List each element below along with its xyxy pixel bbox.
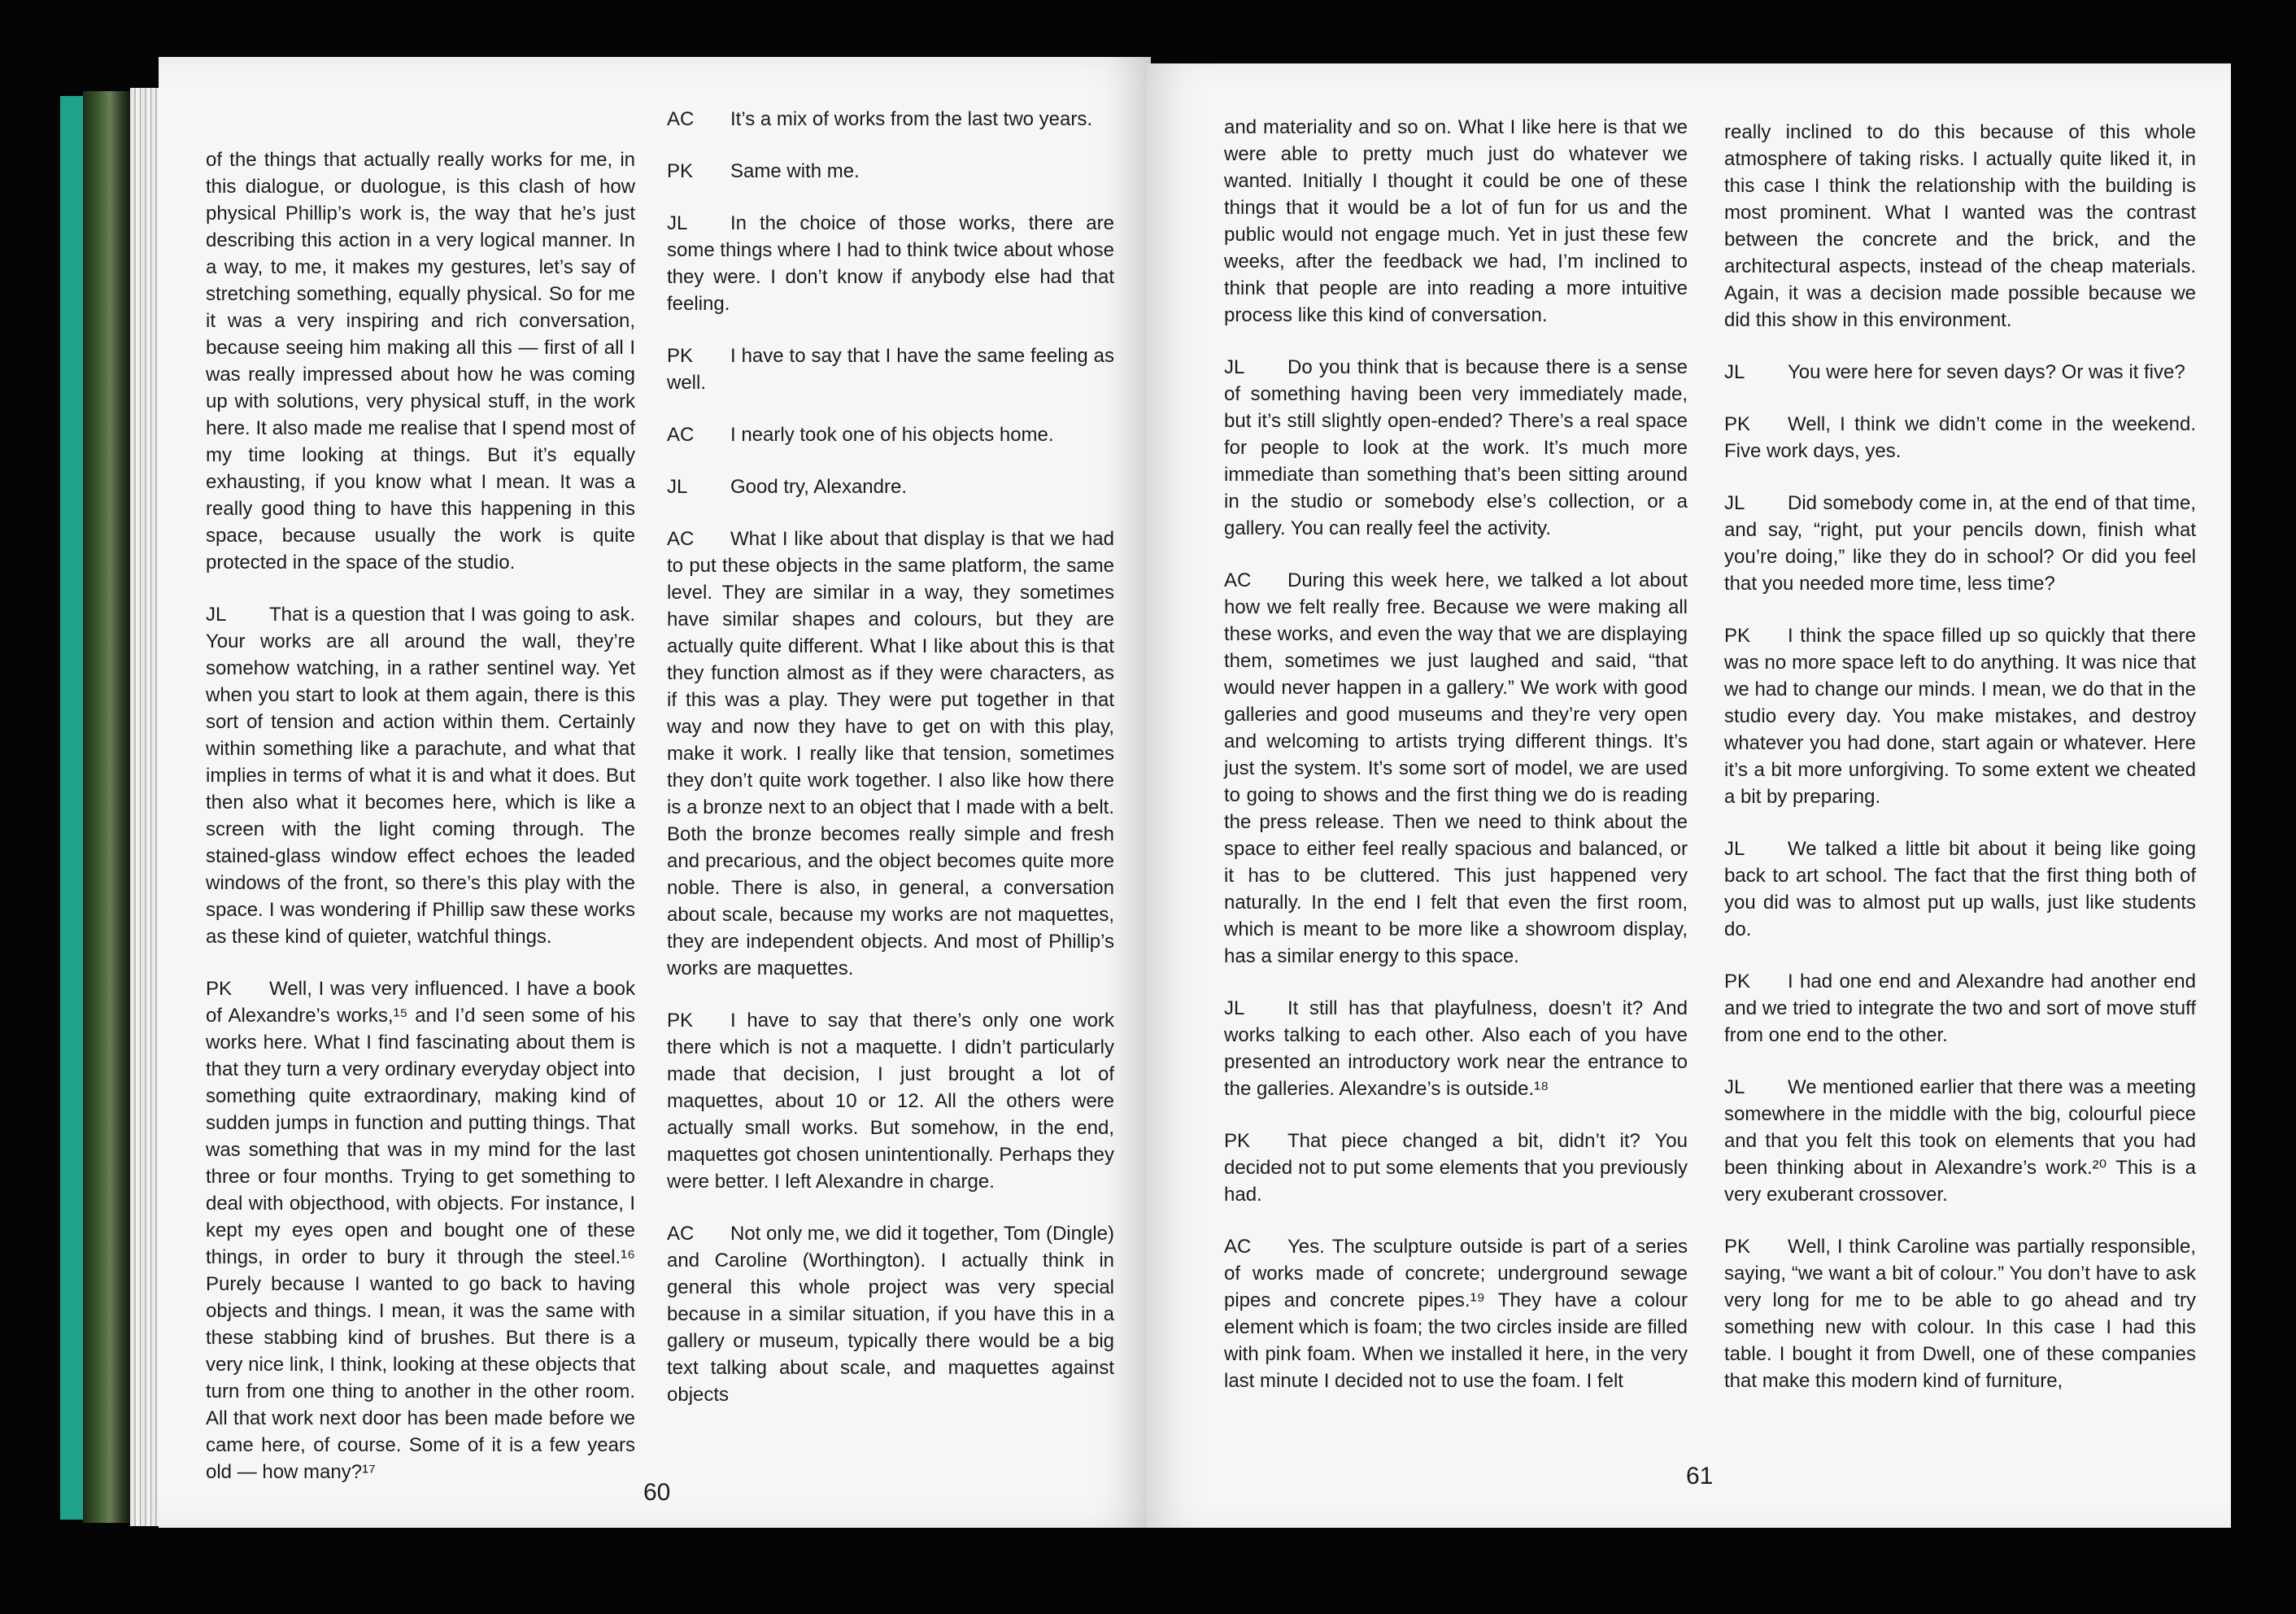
- turn-text: Well, I think Caroline was partially responsible, saying, “we want a bit of colour.” You don’t have to ask very long for me to be able to go ahead and try something new with colour. In this case I had this table. I bought it from Dwell, one of these companies that make this modern kind of furniture,: [1724, 1236, 2196, 1392]
- turn-text: We mentioned earlier that there was a meeting somewhere in the middle with the big, colourful piece and that you felt this took on elements that you had been thinking about in Alexandre’s work.²⁰ This is a very exuberant crossover.: [1724, 1076, 2196, 1206]
- dialogue-turn: [667, 210, 1114, 317]
- speaker-tag: JL: [206, 604, 227, 626]
- dialogue-turn: [1724, 411, 2196, 465]
- dialogue-turn: [667, 1007, 1114, 1195]
- turn-text: Well, I think we didn’t come in the weekend. Five work days, yes.: [1724, 413, 2196, 462]
- speaker-tag: PK: [1724, 413, 1751, 435]
- dialogue-turn: [1724, 490, 2196, 597]
- dialogue-turn: [1724, 1074, 2196, 1208]
- speaker-tag: JL: [1724, 1076, 1745, 1098]
- book-page-edges: [130, 88, 163, 1526]
- turn-text: Same with me.: [730, 160, 860, 182]
- text-column-3: [1224, 114, 1688, 1420]
- turn-text: It still has that playfulness, doesn’t it? And works talking to each other. Also each of you have presented an introductory work near the entrance to the galleries. Alexandre’s is outside.¹⁸: [1224, 997, 1688, 1100]
- speaker-tag: JL: [667, 476, 688, 498]
- dialogue-turn: [1724, 359, 2196, 386]
- book-edge-photo-strip: [83, 91, 132, 1523]
- dialogue-turn: [1724, 622, 2196, 810]
- paragraph: of the things that actually really works for me, in this dialogue, or duologue, is this clash of how physical Phillip’s work is, the way that he’s just describing this action in a very logical manner. In a way, to me, it makes my gestures, let’s say of stretching something, equally physical. So for me it was a very inspiring and rich conversation, because seeing him making all this — first of all I was really impressed about how he was coming up with solutions, very physical stuff, in the work here. It also made me realise that I spend most of my time looking at things. But it’s equally exhausting, if you know what I mean. It was a really good thing to have this happening in this space, because usually the work is quite protected in the space of the studio.: [206, 149, 635, 574]
- turn-text: That piece changed a bit, didn’t it? You decided not to put some elements that you previously had.: [1224, 1130, 1688, 1206]
- page-number: 61: [1686, 1463, 1714, 1490]
- speaker-tag: JL: [1724, 838, 1745, 860]
- dialogue-turn: [667, 158, 1114, 185]
- speaker-tag: PK: [206, 978, 233, 1000]
- dialogue-turn: [1224, 354, 1688, 542]
- dialogue-turn: [667, 1220, 1114, 1408]
- turn-text: Yes. The sculpture outside is part of a series of works made of concrete; underground sewage pipes and concrete pipes.¹⁹ They have a colour element which is foam; the two circles inside are filled with pink foam. When we installed it here, in the very last minute I decided not to use the foam. I felt: [1224, 1236, 1688, 1392]
- page-60: [159, 57, 1151, 1528]
- speaker-tag: AC: [1224, 1236, 1252, 1258]
- speaker-tag: PK: [1724, 971, 1751, 992]
- turn-text: You were here for seven days? Or was it five?: [1788, 361, 2185, 383]
- page-number: 60: [643, 1479, 671, 1506]
- speaker-tag: AC: [667, 1223, 695, 1245]
- turn-text: I have to say that I have the same feeling as well.: [667, 345, 1114, 394]
- speaker-tag: JL: [1724, 361, 1745, 383]
- dialogue-turn: [1724, 1233, 2196, 1394]
- speaker-tag: PK: [1724, 1236, 1751, 1258]
- speaker-tag: AC: [667, 528, 695, 550]
- text-column-2: [667, 106, 1114, 1433]
- dialogue-turn: [667, 526, 1114, 982]
- dialogue-turn: [1224, 1233, 1688, 1394]
- page-61: [1147, 63, 2231, 1528]
- dialogue-turn: [1724, 968, 2196, 1049]
- speaker-tag: PK: [667, 345, 694, 367]
- turn-text: Do you think that is because there is a sense of something having been very immediately made, but it’s still slightly open-ended? There’s a real space for people to look at the work. It’s much more immediate than something that’s been sitting around in the studio or somebody else’s collection, or a gallery. You can really feel the activity.: [1224, 356, 1688, 539]
- speaker-tag: AC: [667, 424, 695, 446]
- text-column-4: [1724, 119, 2196, 1420]
- text-column-1: [206, 146, 635, 1511]
- turn-text: Good try, Alexandre.: [730, 476, 908, 498]
- turn-text: I have to say that there’s only one work there which is not a maquette. I didn’t particularly made that decision, I just brought a lot of maquettes, about 10 or 12. All the others were actually small works. But somehow, in the end, maquettes got chosen unintentionally. Perhaps they were better. I left Alexandre in charge.: [667, 1010, 1114, 1193]
- speaker-tag: PK: [667, 160, 694, 182]
- speaker-tag: JL: [1224, 997, 1245, 1019]
- turn-text: I had one end and Alexandre had another end and we tried to integrate the two and sort of move stuff from one end to the other.: [1724, 971, 2196, 1046]
- turn-text: We talked a little bit about it being like going back to art school. The fact that the first thing both of you did was to almost put up walls, just like students do.: [1724, 838, 2196, 940]
- dialogue-turn: [206, 601, 635, 950]
- speaker-tag: AC: [1224, 569, 1252, 591]
- dialogue-turn: [1224, 567, 1688, 970]
- paragraph: really inclined to do this because of this whole atmosphere of taking risks. I actually quite liked it, in this case I think the relationship with the building is most prominent. What I wanted was the contrast between the concrete and the brick, and the architectural aspects, instead of the cheap materials. Again, it was a decision made possible because we did this show in this environment.: [1724, 121, 2196, 331]
- speaker-tag: JL: [1224, 356, 1245, 378]
- speaker-tag: AC: [667, 108, 695, 130]
- turn-text: Did somebody come in, at the end of that time, and say, “right, put your pencils down, finish what you’re doing,” like they do in school? Or did you feel that you needed more time, less time?: [1724, 492, 2196, 595]
- turn-text: Well, I was very influenced. I have a book of Alexandre’s works,¹⁵ and I’d seen some of his works here. What I find fascinating about them is that they turn a very ordinary everyday object into something quite extraordinary, making kind of sudden jumps in function and putting things. That was something that was in my mind for the last three or four months. Trying to get something to deal with objecthood, with objects. For instance, I kept my eyes open and bought one of these things, in order to bury it through the steel.¹⁶ Purely because I wanted to go back to having objects and things. I mean, it was the same with these stabbing kind of brushes. But there is a very nice link, I think, looking at these objects that turn from one thing to another in the other room. All that work next door has been made before we came here, of course. Some of it is a few years old — how many?¹⁷: [206, 978, 635, 1483]
- turn-text: It’s a mix of works from the last two years.: [730, 108, 1093, 130]
- turn-text: In the choice of those works, there are some things where I had to think twice about whose they were. I don’t know if anybody else had that feeling.: [667, 212, 1114, 315]
- speaker-tag: JL: [667, 212, 688, 234]
- speaker-tag: JL: [1724, 492, 1745, 514]
- speaker-tag: PK: [667, 1010, 694, 1032]
- dialogue-turn: [206, 975, 635, 1485]
- turn-text: That is a question that I was going to ask. Your works are all around the wall, they’re somehow watching, in a rather sentinel way. Yet when you start to look at them again, there is this sort of tension and action within them. Certainly within something like a parachute, and what that implies in terms of what it is and what it does. But then also what it becomes here, which is like a screen with the light coming through. The stained-glass window effect echoes the leaded windows of the front, so there’s this play with the space. I was wondering if Phillip saw these works as these kind of quieter, watchful things.: [206, 604, 635, 948]
- speaker-tag: PK: [1224, 1130, 1251, 1152]
- dialogue-turn: [667, 473, 1114, 500]
- turn-text: I think the space filled up so quickly that there was no more space left to do anything. It was nice that we had to change our minds. I mean, we do that in the studio every day. You make mistakes, and destroy whatever you had done, start again or whatever. Here it’s a bit more unforgiving. To some extent we cheated a bit by preparing.: [1724, 625, 2196, 808]
- turn-text: Not only me, we did it together, Tom (Dingle) and Caroline (Worthington). I actually think in general this whole project was very special because in a similar situation, if you have this in a gallery or museum, typically there would be a big text talking about scale, and maquettes against objects: [667, 1223, 1114, 1406]
- paragraph: and materiality and so on. What I like here is that we were able to pretty much just do whatever we wanted. Initially I thought it could be one of these things that it would be a lot of fun for us and the public would not engage much. Yet in just these few weeks, after the feedback we had, I’m inclined to think that people are into reading a more intuitive process like this kind of conversation.: [1224, 116, 1688, 326]
- dialogue-turn: [1224, 995, 1688, 1102]
- speaker-tag: PK: [1724, 625, 1751, 647]
- dialogue-turn: [1724, 835, 2196, 943]
- dialogue-turn: [667, 106, 1114, 133]
- book-edge-teal-cover: [60, 96, 83, 1520]
- dialogue-turn: [1224, 1128, 1688, 1208]
- turn-text: I nearly took one of his objects home.: [730, 424, 1054, 446]
- dialogue-turn: [667, 342, 1114, 396]
- turn-text: What I like about that display is that we had to put these objects in the same platform, the same level. They are similar in a way, they sometimes have similar shapes and colours, but they are actually quite different. What I like about this is that they function almost as if they were characters, as if this was a play. They were put together in that way and now they have to get on with this play, make it work. I really like that tension, sometimes they don’t quite work together. I also like how there is a bronze next to an object that I made with a belt. Both the bronze becomes really simple and fresh and precarious, and the object becomes quite more noble. There is also, in general, a conversation about scale, because my works are not maquettes, they are independent objects. And most of Phillip’s works are maquettes.: [667, 528, 1114, 979]
- turn-text: During this week here, we talked a lot about how we felt really free. Because we were making all these works, and even the way that we are displaying them, sometimes we just laughed and said, “that would never happen in a gallery.” We work with good galleries and good museums and they’re very open and welcoming to artists trying different things. It’s just the system. It’s some sort of model, we are used to going to shows and the first thing we do is reading the press release. Then we need to think about the space to either feel really spacious and balanced, or it has to be cluttered. This just happened very naturally. In the end I felt that even the first room, which is meant to be more like a showroom display, has a similar energy to this space.: [1224, 569, 1688, 967]
- dialogue-turn: [667, 421, 1114, 448]
